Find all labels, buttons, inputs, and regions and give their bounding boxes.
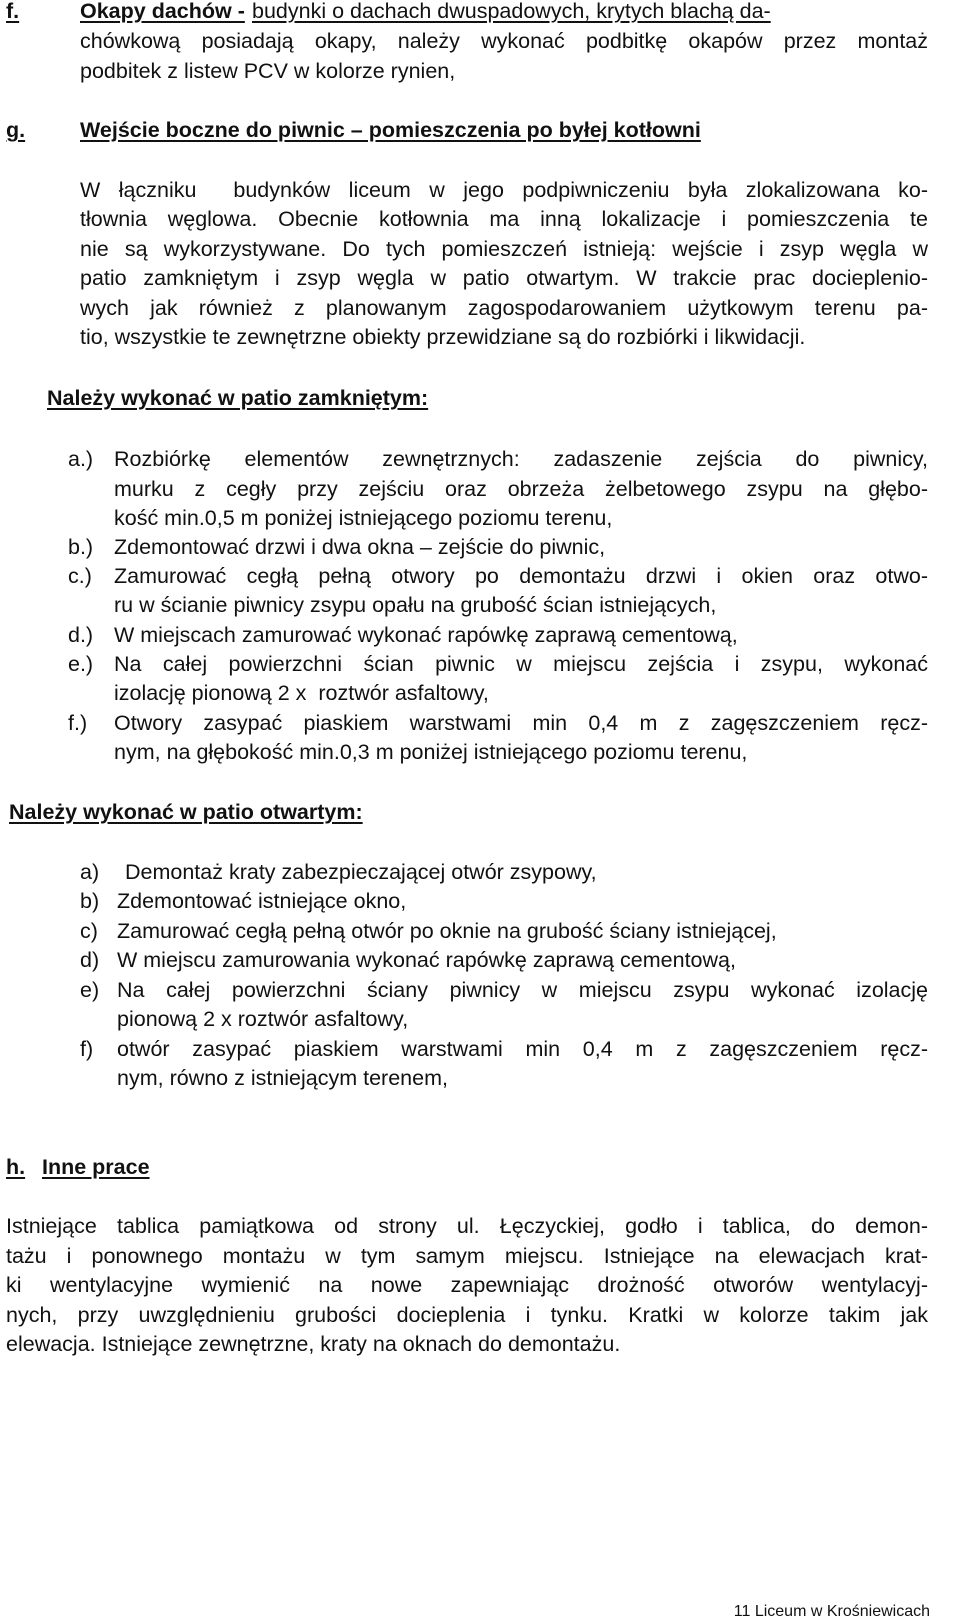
section-h-title: Inne prace xyxy=(42,1155,150,1179)
patio-closed-heading: Należy wykonać w patio zamkniętym: xyxy=(47,386,429,410)
section-f-line-2: chówkową posiadają okapy, należy wykonać podbitkę okapów przez montaż xyxy=(80,29,928,53)
closed-item-marker: a.) xyxy=(68,447,94,471)
open-item-marker: f) xyxy=(80,1037,94,1061)
closed-item-marker: f.) xyxy=(68,711,88,735)
patio-open-heading: Należy wykonać w patio otwartym: xyxy=(9,800,363,824)
closed-item-marker: e.) xyxy=(68,652,94,676)
section-h-paragraph-line: nych, przy uwzględnieniu grubości docieplenia i tynku. Kratki w kolorze takim jak xyxy=(6,1303,928,1327)
closed-item-line: Rozbiórkę elementów zewnętrznych: zadaszenie zejścia do piwnicy, xyxy=(114,447,928,471)
open-item-marker: d) xyxy=(80,948,100,972)
closed-item-line: nym, na głębokość min.0,3 m poniżej istniejącego poziomu terenu, xyxy=(114,740,748,764)
closed-item-line: W miejscach zamurować wykonać rapówkę zaprawą cementową, xyxy=(114,623,738,647)
open-item-line: otwór zasypać piaskiem warstwami min 0,4 m z zagęszczeniem ręcz- xyxy=(117,1037,928,1061)
open-item-line: Zamurować cegłą pełną otwór po oknie na grubość ściany istniejącej, xyxy=(117,919,777,943)
section-h-marker: h. xyxy=(6,1155,26,1179)
open-item-marker: b) xyxy=(80,889,100,913)
section-g-paragraph-line: patio zamkniętym i zsyp węgla w patio otwartym. W trakcie prac docieplenio- xyxy=(80,266,928,290)
open-item-marker: a) xyxy=(80,860,100,884)
open-item-line: Demontaż kraty zabezpieczającej otwór zsypowy, xyxy=(125,860,597,884)
closed-item-line: izolację pionową 2 x roztwór asfaltowy, xyxy=(114,681,489,705)
closed-item-marker: d.) xyxy=(68,623,94,647)
closed-item-line: ru w ścianie piwnicy zsypu opału na grubość ścian istniejących, xyxy=(114,593,717,617)
section-g-marker: g. xyxy=(6,118,26,142)
closed-item-line: Zdemontować drzwi i dwa okna – zejście do piwnic, xyxy=(114,535,606,559)
section-g-title: Wejście boczne do piwnic – pomieszczenia po byłej kotłowni xyxy=(80,118,701,142)
section-f-line-1: budynki o dachach dwuspadowych, krytych blachą da- xyxy=(252,0,771,23)
section-g-paragraph-line: W łączniku budynków liceum w jego podpiwniczeniu była zlokalizowana ko- xyxy=(80,178,928,202)
open-item-line: pionową 2 x roztwór asfaltowy, xyxy=(117,1007,409,1031)
section-f-marker: f. xyxy=(6,0,20,23)
section-g-paragraph-line: nie są wykorzystywane. Do tych pomieszczeń istnieją: wejście i zsyp węgla w xyxy=(80,237,928,261)
open-item-marker: c) xyxy=(80,919,98,943)
section-g-paragraph-line: tio, wszystkie te zewnętrzne obiekty przewidziane są do rozbiórki i likwidacji. xyxy=(80,325,806,349)
open-item-line: Na całej powierzchni ściany piwnicy w miejscu zsypu wykonać izolację xyxy=(117,978,928,1002)
page-footer: 11 Liceum w Krośniewicach xyxy=(733,1603,930,1620)
closed-item-line: kość min.0,5 m poniżej istniejącego poziomu terenu, xyxy=(114,506,613,530)
section-f-line-3: podbitek z listew PCV w kolorze rynien, xyxy=(80,59,456,83)
open-item-marker: e) xyxy=(80,978,100,1002)
section-h-paragraph-line: ki wentylacyjne wymienić na nowe zapewniając drożność otworów wentylacyj- xyxy=(6,1273,928,1297)
closed-item-marker: b.) xyxy=(68,535,94,559)
closed-item-line: Na całej powierzchni ścian piwnic w miejscu zejścia i zsypu, wykonać xyxy=(114,652,928,676)
section-g-paragraph-line: wych jak również z planowanym zagospodarowaniem użytkowym terenu pa- xyxy=(80,296,928,320)
open-item-line: Zdemontować istniejące okno, xyxy=(117,889,407,913)
closed-item-marker: c.) xyxy=(68,564,92,588)
section-f-title: Okapy dachów - xyxy=(80,0,245,23)
open-item-line: W miejscu zamurowania wykonać rapówkę zaprawą cementową, xyxy=(117,948,736,972)
closed-item-line: murku z cegły przy zejściu oraz obrzeża żelbetowego zsypu na głębo- xyxy=(114,477,928,501)
closed-item-line: Otwory zasypać piaskiem warstwami min 0,4 m z zagęszczeniem ręcz- xyxy=(114,711,928,735)
section-g-paragraph-line: tłownia węglowa. Obecnie kotłownia ma inną lokalizacje i pomieszczenia te xyxy=(80,207,928,231)
section-h-paragraph-line: elewacja. Istniejące zewnętrzne, kraty na oknach do demontażu. xyxy=(6,1332,621,1356)
section-h-paragraph-line: Istniejące tablica pamiątkowa od strony ul. Łęczyckiej, godło i tablica, do demon- xyxy=(6,1214,928,1238)
section-h-paragraph-line: tażu i ponownego montażu w tym samym miejscu. Istniejące na elewacjach krat- xyxy=(6,1244,928,1268)
open-item-line: nym, równo z istniejącym terenem, xyxy=(117,1066,448,1090)
closed-item-line: Zamurować cegłą pełną otwory po demontażu drzwi i okien oraz otwo- xyxy=(114,564,928,588)
